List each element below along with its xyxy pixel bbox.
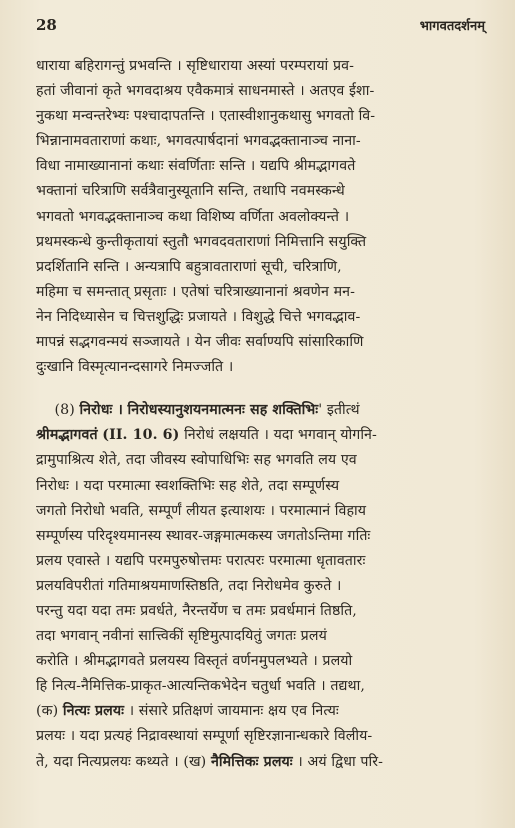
- sublabel: (क): [36, 703, 59, 720]
- text-line: भगवतो भगवद्भक्तानाञ्च कथा विशिष्य वर्णिता अवलोक्यन्ते ।: [36, 208, 350, 225]
- section-number: (8): [54, 402, 75, 419]
- text-line: करोति । श्रीमद्भागवते प्रलयस्य विस्तृतं वर्णनमुपलभ्यते । प्रलयो: [36, 653, 353, 670]
- source-title: श्रीमद्भागवतं: [36, 427, 98, 444]
- paragraph-1: [36, 54, 485, 380]
- text-line: भिन्नानामवताराणां कथाः, भगवत्पार्षदानां भगवद्भक्तानाञ्च नाना-: [36, 133, 361, 150]
- paragraph-gap: [36, 380, 485, 398]
- text-line: भक्तानां चरित्राणि सर्वत्रैवानुस्यूतानि सन्ति, तथापि नवमस्कन्धे: [36, 183, 345, 200]
- body-text: [36, 54, 485, 775]
- text-line: द्रामुपाश्रित्य शेते, तदा जीवस्य स्वोपाधिभिः सह भगवति लय एव: [36, 452, 357, 469]
- text-run: निरोधं लक्षयति । यदा भगवान् योगनि-: [184, 427, 377, 444]
- text-line: धाराया बहिरागन्तुं प्रभवन्ति । सृष्टिधाराया अस्यां परम्परायां प्रव-: [36, 58, 354, 74]
- text-line: हतां जीवानां कृते भगवदाश्रय एवैकमात्रं साधनमास्ते । अतएव ईशा-: [36, 83, 375, 100]
- text-line: दुःखानि विस्मृत्यानन्दसागरे निमज्जति ।: [36, 359, 234, 376]
- text-line: जगतो निरोधो भवति, सम्पूर्णं लीयत इत्याशयः । परमात्मानं विहाय: [36, 502, 367, 519]
- text-line: सम्पूर्णस्य परिदृश्यमानस्य स्थावर-जङ्गमात्मकस्य जगतोऽन्तिमा गतिः: [36, 527, 371, 544]
- text-line: मापन्नं सद्भगवन्मयं सञ्जायते । येन जीवः सर्वाण्यपि सांसारिकाणि: [36, 334, 364, 351]
- text-line: महिमा च समन्तात् प्रसृताः । एतेषां चरित्राख्यानानां श्रवणेन मन-: [36, 283, 356, 300]
- quote-text: निरोधस्यानुशयनमात्मनः सह शक्तिभिः: [127, 402, 319, 419]
- page-number: 28: [36, 16, 57, 34]
- text-line: नुकथा मन्वन्तरेभ्यः पश्चादापतन्ति । एतास्वीशानुकथासु भगवतो वि-: [36, 108, 376, 125]
- text-line: प्रथमस्कन्धे कुन्तीकृतायां स्तुतौ भगवदवताराणां निमित्तानि सयुक्ति: [36, 233, 367, 250]
- text-line: [36, 423, 485, 448]
- book-title: भागवतदर्शनम्: [419, 19, 485, 34]
- text-line: निरोधः । यदा परमात्मा स्वशक्तिभिः सह शेते, तदा सम्पूर्णस्य: [36, 477, 340, 494]
- text-line: विधा नामाख्यानानां कथाः संवर्णिताः सन्ति । यद्यपि श्रीमद्भागवते: [36, 158, 356, 175]
- text-line: प्रलयविपरीतां गतिमाश्रयमाणस्तिष्ठति, तदा निरोधमेव कुरुते ।: [36, 577, 342, 594]
- running-head: [36, 16, 485, 46]
- subsection-term: नैमित्तिकः प्रलयः: [210, 753, 293, 770]
- text-run: ते, यदा नित्यप्रलयः कथ्यते । (ख): [36, 753, 207, 770]
- text-run: । अयं द्विधा परि-: [297, 753, 384, 770]
- text-line: हि नित्य-नैमित्तिक-प्राकृत-आत्यन्तिकभेदेन चतुर्धा भवति । तद्यथा,: [36, 678, 365, 695]
- text-run: । संसारे प्रतिक्षणं जायमानः क्षय एव नित्यः: [128, 703, 339, 720]
- text-line: तदा भगवान् नवीनां सात्त्विकीं सृष्टिमुत्पादयितुं जगतः प्रलयं: [36, 628, 327, 645]
- text-line: प्रलय एवास्ते । यद्यपि परमपुरुषोत्तमः परात्परः परमात्मा धृतावतारः: [36, 552, 366, 569]
- text-line: परन्तु यदा यदा तमः प्रवर्धते, नैरन्तर्येण च तमः प्रवर्धमानं तिष्ठति,: [36, 602, 357, 619]
- verse-reference: (II. 10. 6): [102, 427, 180, 444]
- section-term: निरोधः ।: [79, 402, 123, 419]
- paragraph-2: [36, 398, 485, 774]
- text-run: ' इतीत्थं: [318, 402, 360, 419]
- text-line: [36, 750, 485, 775]
- text-line: नेन निदिध्यासेन च चित्तशुद्धिः प्रजायते । विशुद्धे चित्ते भगवद्भाव-: [36, 308, 361, 325]
- text-line: प्रदर्शितानि सन्ति । अन्यत्रापि बहुत्रावताराणां सूची, चरित्राणि,: [36, 258, 342, 275]
- text-line: [36, 398, 485, 423]
- subsection-term: नित्यः प्रलयः: [62, 703, 125, 720]
- text-line: [36, 699, 485, 724]
- text-line: प्रलयः । यदा प्रत्यहं निद्रावस्थायां सम्पूर्णा सृष्टिरज्ञानान्धकारे विलीय-: [36, 728, 373, 745]
